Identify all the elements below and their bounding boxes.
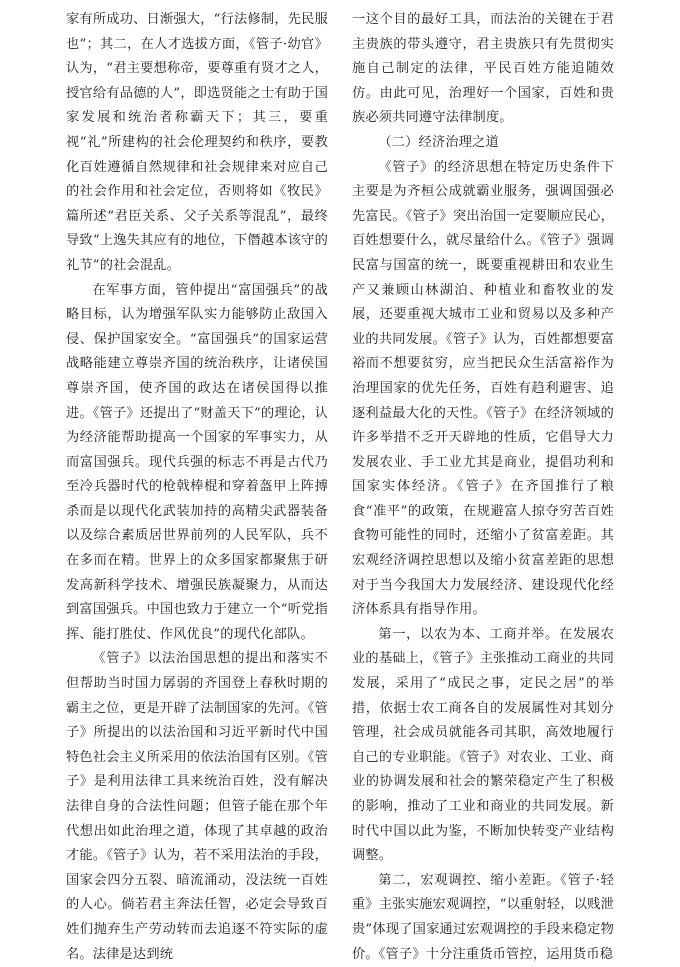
left-paragraph-1: 家有所成功、日渐强大，“行法修制，先民服也”；其二，在人才选拔方面，《管子·幼官》认为，“君主要想称帝，要尊重有贤才之人，授官给有品德的人”，即选贤能之士有助于国家发展和统治者称霸天下；其三，要重视“礼”所建构的社会伦理契约和秩序，要教化百姓遵循自然规律和社会规律来对应自己的社会作用和社会定位，否则将如《牧民》篇所述“君臣关系、父子关系等混乱”，最终导致“上逸失其应有的地位，下僭越本该守的礼节”的社会混乱。 <box>66 12 328 273</box>
section-heading: （二）经济治理之道 <box>378 134 499 150</box>
left-column <box>66 8 328 967</box>
right-paragraph-2: 第一，以农为本、工商并举。在发展农业的基础上，《管子》主张推动工商业的共同发展，采用了“成民之事，定民之居”的举措，依据士农工商各自的发展属性对其划分管理，社会成员就能各司其职，高效地履行自己的专业职能。《管子》对农业、工业、商业的协调发展和社会的繁荣稳定产生了积极的影响，推动了工业和商业的共同发展。新时代中国以此为鉴，不断加快转变产业结构调整。 <box>352 626 614 864</box>
right-paragraph-3: 第二，宏观调控、缩小差距。《管子·轻重》主张实施宏观调控，“以重射轻，以贱泄贵”体现了国家通过宏观调控的手段来稳定物价。《管子》十分注重货币管控，运用货币稳 <box>352 872 614 962</box>
right-paragraph-1: 《管子》的经济思想在特定历史条件下主要是为齐桓公成就霸业服务，强调国强必先富民。《管子》突出治国一定要顺应民心，百姓想要什么，就尽量给什么。《管子》强调民富与国富的统一，既要重视耕田和农业生产又兼顾山林湖泊、种植业和畜牧业的发展，还要重视大城市工业和贸易以及多种产业的共同发展。《管子》认为，百姓都想要富裕而不想要贫穷，应当把民众生活富裕作为治理国家的优先任务，百姓有趋利避害、追逐利益最大化的天性。《管子》在经济领域的许多举措不乏开天辟地的性质，它倡导大力发展农业、手工业尤其是商业，提倡功利和国家实体经济。《管子》在齐国推行了粮食“准平”的政策，在规避富人掠夺穷苦百姓食物可能性的同时，还缩小了贫富差距。其宏观经济调控思想以及缩小贫富差距的思想对于当今我国大力发展经济、建设现代化经济体系具有指导作用。 <box>352 159 614 618</box>
right-intro-paragraph: 一这个目的最好工具，而法治的关键在于君主贵族的带头遵守，君主贵族只有先贯彻实施自己制定的法律，平民百姓方能追随效仿。由此可见，治理好一个国家，百姓和贵族必须共同遵守法律制度。 <box>352 12 614 126</box>
left-paragraph-2: 在军事方面，管仲提出“富国强兵”的战略目标，认为增强军队实力能够防止敌国入侵、保护国家安全。“富国强兵”的国家运营战略能建立尊崇齐国的统治秩序，让诸侯国尊崇齐国，使齐国的政达在诸侯国得以推进。《管子》还提出了“财盖天下”的理论，认为经济能帮助提高一个国家的军事实力，从而富国强兵。现代兵强的标志不再是古代乃至冷兵器时代的枪戟棒棍和穿着盔甲上阵搏杀而是以现代化武装加持的高精尖武器装备以及综合素质居世界前列的人民军队，兵不在多而在精。世界上的众多国家都聚焦于研发高新科学技术、增强民族凝聚力，从而达到富国强兵。中国也致力于建立一个“听党指挥、能打胜仗、作风优良”的现代化部队。 <box>66 282 328 642</box>
right-column <box>352 8 614 967</box>
left-paragraph-3: 《管子》以法治国思想的提出和落实不但帮助当时国力孱弱的齐国登上春秋时期的霸主之位，更是开辟了法制国家的先河。《管子》所提出的以法治国和习近平新时代中国特色社会主义所采用的依法治国有区别。《管子》是利用法律工具来统治百姓，没有解决法律自身的合法性问题；但管子能在那个年代想出如此治理之道，体现了其卓越的政治才能。《管子》认为，若不采用法治的手段，国家会四分五裂、暗流涌动，没法统一百姓的人心。倘若君主奔法任智，必定会导致百姓们抛弃生产劳动转而去追逐不符实际的虚名。法律是达到统 <box>66 651 328 962</box>
